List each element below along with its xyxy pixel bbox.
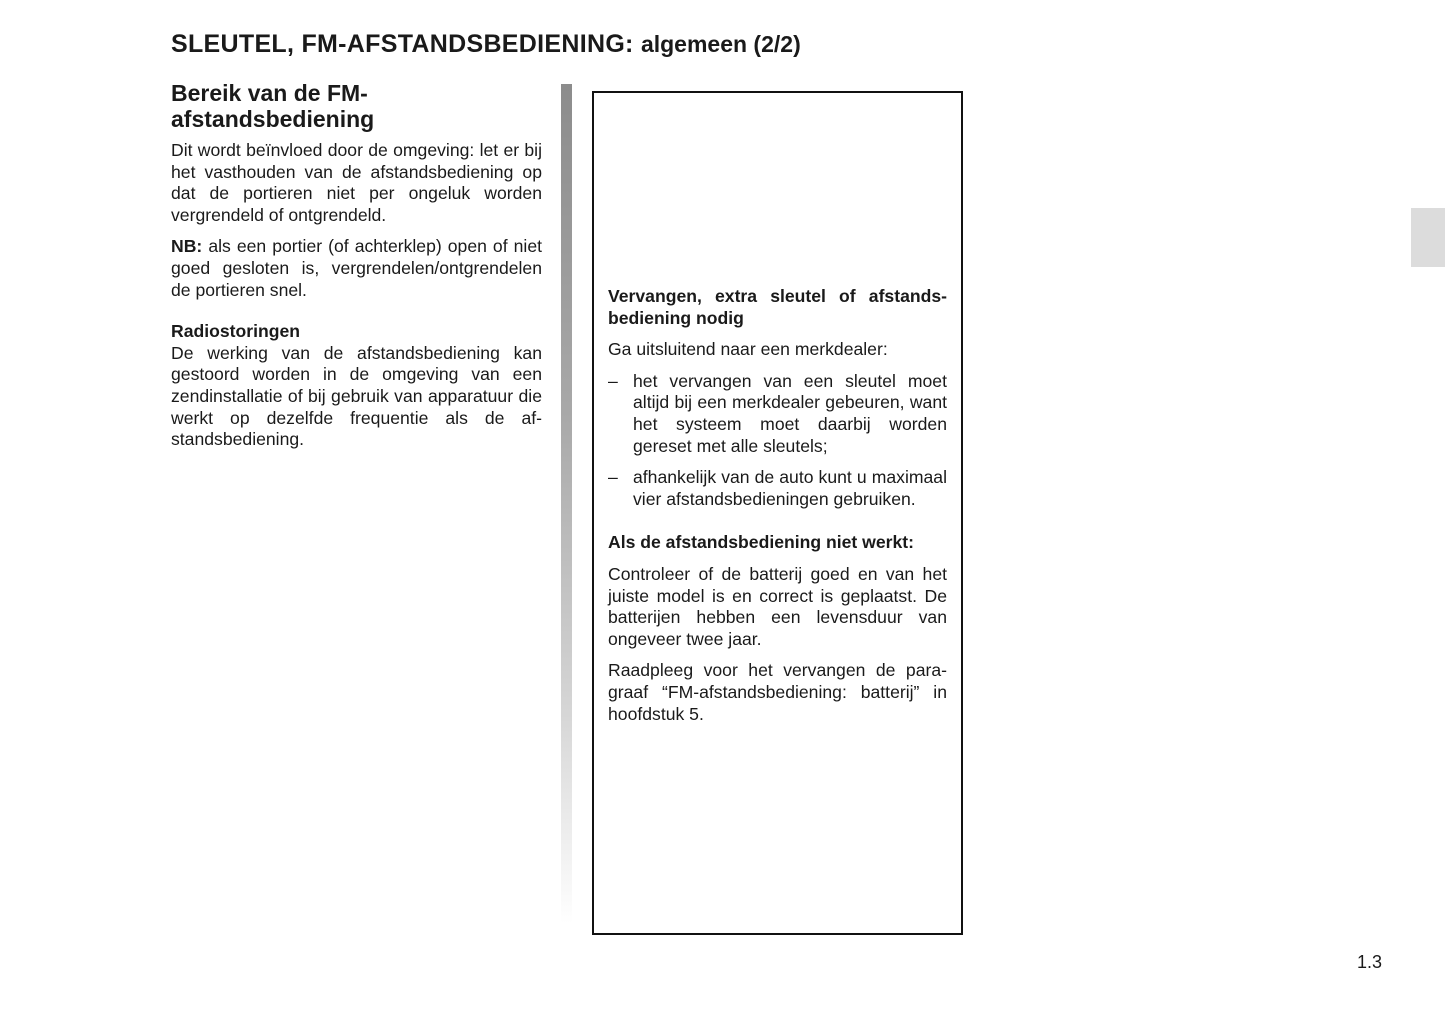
page-number: 1.3 (1357, 952, 1383, 972)
page-title-sub: algemeen (2/2) (640, 31, 801, 57)
nb-text: als een portier (of achterklep) open of niet goed gesloten is, vergrendelen/ontgrendelen de portieren snel. (171, 236, 542, 300)
range-heading-line2: afstandsbediening (171, 106, 375, 132)
list-item (608, 467, 947, 510)
page-title-main: SLEUTEL, FM-AFSTANDSBEDIENING: (171, 30, 634, 58)
chapter-tab-marker (1411, 208, 1445, 267)
range-paragraph: Dit wordt beïnvloed door de omgeving: let er bij het vasthouden van de afstandsbediening op dat de portieren niet per ongeluk worden vergrendeld of ontgrendeld. (171, 140, 542, 225)
replace-key-heading: Vervangen, extra sleutel of afstandsbediening nodig (608, 286, 947, 328)
gradient-divider-bar (561, 84, 572, 924)
radio-paragraph (171, 321, 542, 451)
not-working-heading: Als de afstandsbediening niet werkt: (608, 532, 914, 553)
range-heading (171, 80, 542, 132)
dealer-intro: Ga uitsluitend naar een merkdealer: (608, 339, 888, 360)
info-box (592, 91, 963, 935)
battery-paragraph: Controleer of de batterij goed en van het juiste model is en correct is geplaatst. De batterijen hebben een levensduur van ongeveer twee jaar. (608, 563, 947, 649)
bullet-dash: – (608, 467, 618, 488)
page-title (171, 30, 801, 59)
left-column (171, 80, 542, 461)
radio-heading: Radiostoringen (171, 321, 301, 342)
radio-text: De werking van de afstandsbediening kan gestoord worden in de omgeving van een zendinstallatie of bij gebruik van apparatuur die werkt op dezelfde frequentie als de afstandsbediening. (171, 342, 542, 450)
nb-label: NB: (171, 236, 203, 257)
bullet-dash: – (608, 370, 618, 391)
list-item-text: het vervangen van een sleutel moet altijd bij een merkdealer gebeuren, want het systeem moet daarbij worden gereset met alle sleutels; (633, 370, 947, 456)
list-item (608, 371, 947, 457)
dealer-bullet-list (608, 371, 947, 511)
nb-paragraph (171, 236, 542, 301)
replacement-reference-paragraph: Raadpleeg voor het vervangen de paragraaf “FM-afstandsbediening: batterij” in hoofdstuk 5. (608, 660, 947, 724)
list-item-text: afhankelijk van de auto kunt u maximaal vier afstandsbedieningen gebruiken. (633, 467, 947, 509)
info-box-content (608, 286, 947, 735)
range-heading-line1: Bereik van de FM- (171, 80, 368, 106)
